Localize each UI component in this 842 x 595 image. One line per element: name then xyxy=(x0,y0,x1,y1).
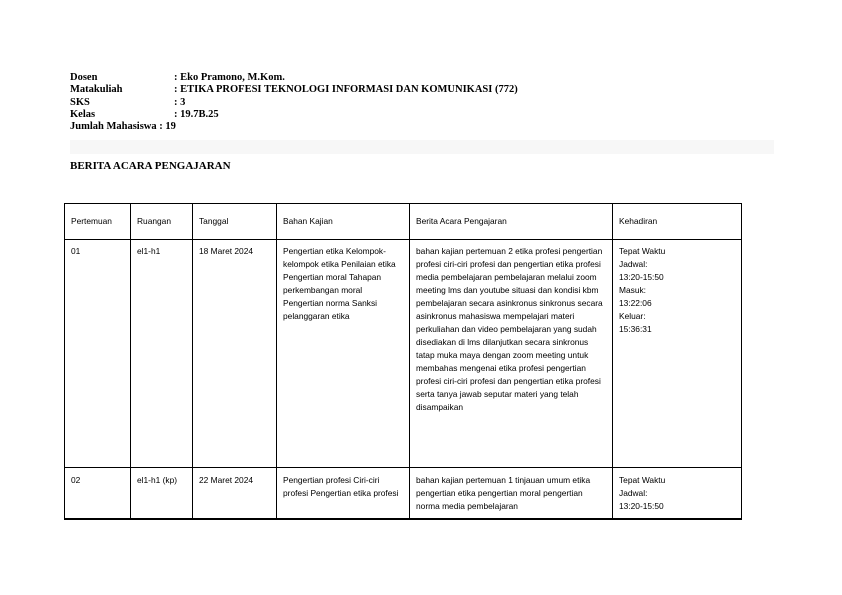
keluar-label: Keluar: xyxy=(619,311,646,321)
jadwal-label: Jadwal: xyxy=(619,488,648,498)
header-ruangan: Ruangan xyxy=(131,204,193,240)
header-bahan-kajian: Bahan Kajian xyxy=(277,204,410,240)
teaching-report-table xyxy=(64,203,742,520)
dosen-value: : Eko Pramono, M.Kom. xyxy=(174,72,285,83)
separator-band xyxy=(70,140,774,154)
jumlah-label: Jumlah Mahasiswa xyxy=(70,121,157,133)
table-header-row xyxy=(65,204,742,240)
cell-ruangan: el1-h1 (kp) xyxy=(131,468,193,520)
jadwal-value: 13:20-15:50 xyxy=(619,272,664,282)
cell-bahan-kajian: Pengertian profesi Ciri-ciri profesi Pengertian etika profesi xyxy=(277,468,410,520)
course-info xyxy=(70,72,518,133)
sks-value: : 3 xyxy=(174,96,186,108)
header-tanggal: Tanggal xyxy=(193,204,277,240)
jumlah-row xyxy=(70,121,518,133)
cell-berita-acara: bahan kajian pertemuan 2 etika profesi pengertian profesi ciri-ciri profesi dan pengertian etika profesi media pembelajaran pembelajaran melalui zoom meeting lms dan youtube situasi dan kondisi kbm pembelajaran secara asinkronus sinkronus secara asinkronus mahasiswa mempelajari materi perkuliahan dan video pembelajaran yang sudah disediakan di lms dilanjutkan secara sinkronus tatap muka maya dengan zoom meeting untuk membahas mengenai etika profesi pengertian profesi ciri-ciri profesi dan pengertian etika profesi serta tanya jawab seputar materi yang telah disampaikan xyxy=(410,240,613,468)
matakuliah-row xyxy=(70,84,518,96)
header-pertemuan: Pertemuan xyxy=(65,204,131,240)
cell-bahan-kajian: Pengertian etika Kelompok-kelompok etika Penilaian etika Pengertian moral Tahapan perkembangan moral Pengertian norma Sanksi pelanggaran etika xyxy=(277,240,410,468)
keluar-value: 15:36:31 xyxy=(619,324,652,334)
cell-pertemuan: 02 xyxy=(65,468,131,520)
jumlah-value: : 19 xyxy=(159,121,176,133)
masuk-label: Masuk: xyxy=(619,285,646,295)
jadwal-value: 13:20-15:50 xyxy=(619,501,664,511)
cell-pertemuan: 01 xyxy=(65,240,131,468)
table-row xyxy=(65,240,742,468)
cell-kehadiran xyxy=(613,468,742,520)
cell-tanggal: 18 Maret 2024 xyxy=(193,240,277,468)
kelas-value: : 19.7B.25 xyxy=(174,108,219,120)
matakuliah-value: : ETIKA PROFESI TEKNOLOGI INFORMASI DAN KOMUNIKASI (772) xyxy=(174,84,518,96)
sks-row xyxy=(70,97,518,109)
cell-tanggal: 22 Maret 2024 xyxy=(193,468,277,520)
kelas-row xyxy=(70,109,518,121)
attendance-status: Tepat Waktu xyxy=(619,475,666,485)
dosen-label: Dosen xyxy=(70,72,98,83)
header-kehadiran: Kehadiran xyxy=(613,204,742,240)
jadwal-label: Jadwal: xyxy=(619,259,648,269)
attendance-status: Tepat Waktu xyxy=(619,246,666,256)
table-row xyxy=(65,468,742,520)
section-title: BERITA ACARA PENGAJARAN xyxy=(70,160,231,172)
masuk-value: 13:22:06 xyxy=(619,298,652,308)
kelas-label: Kelas xyxy=(70,108,96,120)
dosen-row xyxy=(70,72,518,84)
cell-kehadiran xyxy=(613,240,742,468)
sks-label: SKS xyxy=(70,96,90,108)
cell-ruangan: el1-h1 xyxy=(131,240,193,468)
matakuliah-label: Matakuliah xyxy=(70,84,123,96)
header-berita-acara: Berita Acara Pengajaran xyxy=(410,204,613,240)
cell-berita-acara: bahan kajian pertemuan 1 tinjauan umum etika pengertian etika pengertian moral pengertian norma media pembelajaran xyxy=(410,468,613,520)
